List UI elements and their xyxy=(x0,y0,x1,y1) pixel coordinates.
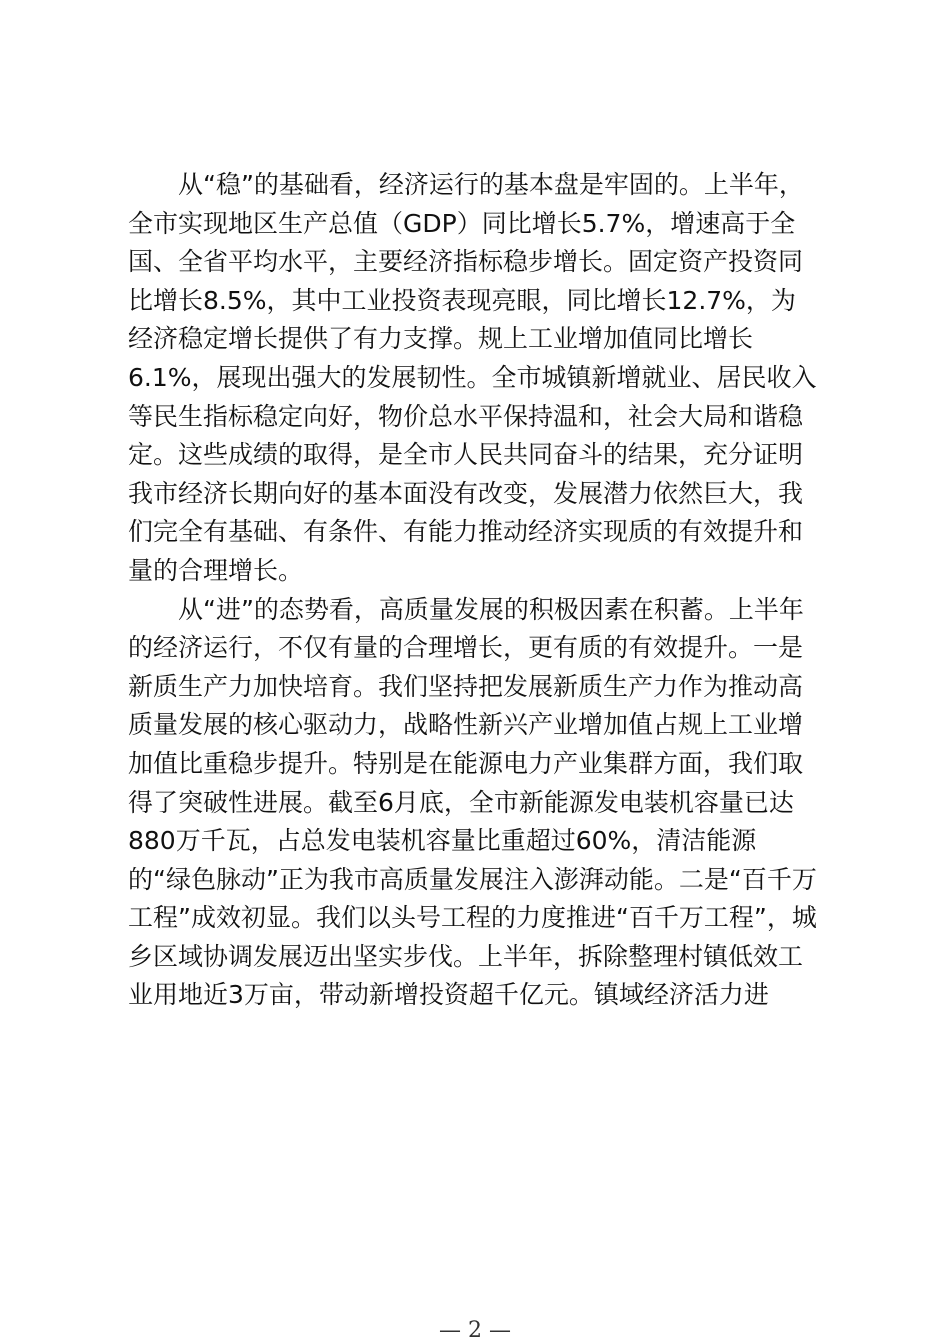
paragraph-line: 880万千瓦，占总发电装机容量比重超过60%，清洁能源 xyxy=(128,826,757,856)
paragraph-line: 质量发展的核心驱动力，战略性新兴产业增加值占规上工业增 xyxy=(128,710,804,740)
paragraph-line: 定。这些成绩的取得，是全市人民共同奋斗的结果，充分证明 xyxy=(128,440,804,470)
paragraph-line: 工程”成效初显。我们以头号工程的力度推进“百千万工程”，城 xyxy=(128,903,817,933)
paragraph-line: 的经济运行，不仅有量的合理增长，更有质的有效提升。一是 xyxy=(128,633,804,663)
paragraph-line: 等民生指标稳定向好，物价总水平保持温和，社会大局和谐稳 xyxy=(128,401,804,431)
paragraph-line: 新质生产力加快培育。我们坚持把发展新质生产力作为推动高 xyxy=(128,671,804,701)
paragraph-line: 业用地近3万亩，带动新增投资超千亿元。镇域经济活力进 xyxy=(128,980,769,1010)
paragraph-line: 们完全有基础、有条件、有能力推动经济实现质的有效提升和 xyxy=(128,517,804,547)
paragraph-line: 经济稳定增长提供了有力支撑。规上工业增加值同比增长 xyxy=(128,324,754,354)
paragraph-line: 从“进”的态势看，高质量发展的积极因素在积蓄。上半年 xyxy=(178,594,804,624)
paragraph-line: 量的合理增长。 xyxy=(128,555,304,585)
paragraph-line: 我市经济长期向好的基本面没有改变，发展潜力依然巨大，我 xyxy=(128,478,804,508)
paragraph-2 xyxy=(128,591,828,1016)
paragraph-line: 加值比重稳步提升。特别是在能源电力产业集群方面，我们取 xyxy=(128,748,804,778)
paragraph-line: 的“绿色脉动”正为我市高质量发展注入澎湃动能。二是“百千万 xyxy=(128,864,817,894)
paragraph-line: 得了突破性进展。截至6月底，全市新能源发电装机容量已达 xyxy=(128,787,794,817)
paragraph-line: 比增长8.5%，其中工业投资表现亮眼，同比增长12.7%，为 xyxy=(128,285,796,315)
paragraph-line: 乡区域协调发展迈出坚实步伐。上半年，拆除整理村镇低效工 xyxy=(128,941,804,971)
paragraph-line: 全市实现地区生产总值（GDP）同比增长5.7%，增速高于全 xyxy=(128,208,796,238)
paragraph-line: 国、全省平均水平，主要经济指标稳步增长。固定资产投资同 xyxy=(128,247,804,277)
paragraph-line: 6.1%，展现出强大的发展韧性。全市城镇新增就业、居民收入 xyxy=(128,362,817,392)
paragraph-line: 从“稳”的基础看，经济运行的基本盘是牢固的。上半年， xyxy=(178,170,804,199)
body-text xyxy=(128,166,828,1015)
page-number: — 2 — xyxy=(439,1318,511,1343)
paragraph-1 xyxy=(128,166,828,591)
